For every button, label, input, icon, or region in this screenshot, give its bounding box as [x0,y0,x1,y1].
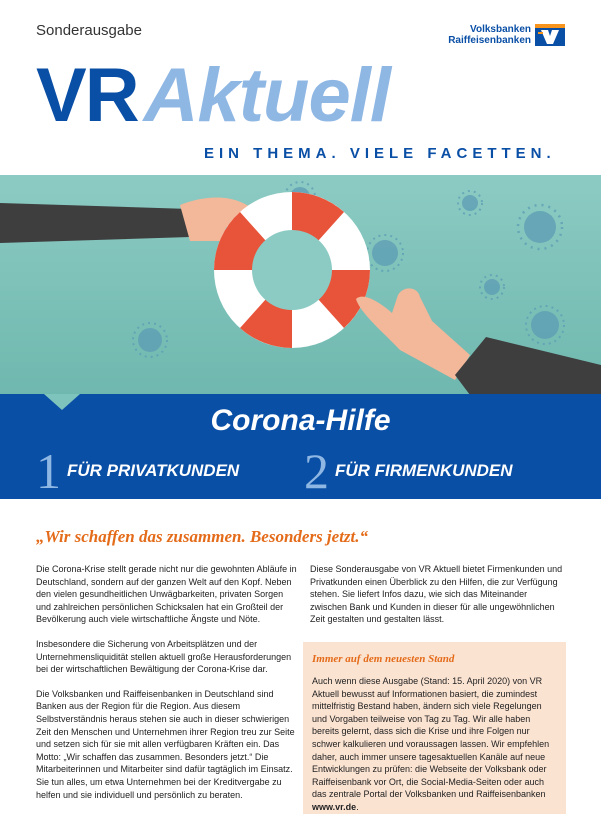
title-vr: VR [36,53,138,138]
info-box-text: Auch wenn diese Ausgabe (Stand: 15. April 2020) von VR Aktuell bewusst auf Informationen basiert, die zumindest mittelfristig Bestand haben, ändern sich viele Regelungen und Vorgaben teilweise von Tag zu Tag. Wir alle haben bereits gelernt, dass sich die Krise und ihre Folgen nur schwer kalkulieren und voraussagen lassen. Wir empfehlen daher, auch immer unsere tagesaktuellen Kanäle auf neue Entwicklungen zu prüfen: die Webseite der Volksbank oder Raiffeisenbank vor Ort, die Social-Media-Seiten oder auch das zentrale Portal der Volksbanken und Raiffeisenbanken www.vr.de. [312,676,550,812]
bank-logo [448,24,565,46]
hero-illustration [0,175,601,395]
article-paragraph: Die Volksbanken und Raiffeisenbanken in Deutschland sind Banken aus der Region für die Region. Aus diesem Selbstverständnis heraus stehen sie auch in dieser schwierigen Zeit den Menschen und Unternehmen ihrer Region treu zur Seite und setzen sich für sie mit allen verfügbaren Kräften ein. Das Motto: „Wir schaffen das zusammen. Besonders jetzt.“ Die Mitarbeiterinnen und Mitarbeiter sind dafür tagtäglich im Einsatz. Sie tun alles, um etwa Unternehmen bei der Kreditvergabe zu helfen und sie individuell und persönlich zu beraten. [36,688,295,800]
section-number: 2 [304,443,329,499]
info-box [303,642,566,814]
info-box-title: Immer auf dem neuesten Stand [312,653,455,665]
article-paragraph: Diese Sonderausgabe von VR Aktuell bietet Firmenkunden und Privatkunden einen Überblick zu den Hilfen, die zur Verfügung stehen. Sie liefert Infos dazu, wie sich das Miteinander zwischen Bank und Kunden in dieser für alle ungewöhnlichen Zeit gestalten und gestalten lässt. [310,564,563,625]
bank-name-line2: Raiffeisenbanken [448,35,531,46]
article-column-right [310,563,566,638]
section-firmenkunden[interactable] [304,443,513,499]
magazine-title [36,53,390,138]
section-privatkunden[interactable] [36,443,240,499]
section-label: FÜR FIRMENKUNDEN [335,461,513,480]
section-number: 1 [36,443,61,499]
band-title: Corona-Hilfe [210,404,391,437]
title-aktuell: Aktuell [143,53,390,138]
bank-logo-icon [535,24,565,46]
bank-name [448,24,531,46]
section-label: FÜR PRIVATKUNDEN [67,461,240,480]
tagline: EIN THEMA. VIELE FACETTEN. [204,145,556,162]
article-paragraph: Die Corona-Krise stellt gerade nicht nur die gewohnten Abläufe in Deutschland, sondern auf der ganzen Welt auf den Kopf. Neben den vielen gesundheitlichen Unwägbarkeiten, privaten Sorgen und zahlreichen persönlichen Schicksalen hat ein Großteil der Bevölkerung auch viele wirtschaftliche Ängste und Nöte. [36,564,297,625]
vr-link[interactable]: www.vr.de [312,801,357,812]
edition-label: Sonderausgabe [36,22,142,39]
article-quote: „Wir schaffen das zusammen. Besonders jetzt.“ [36,527,369,546]
article-column-left [36,563,298,813]
lifebuoy-icon [214,192,370,348]
article-paragraph: Insbesondere die Sicherung von Arbeitsplätzen und der Unternehmensliquidität stellen aktuell große Herausforderungen bei der wirtschaftlichen Bewältigung der Corona-Krise dar. [36,638,292,675]
bank-name-line1: Volksbanken [470,24,531,35]
